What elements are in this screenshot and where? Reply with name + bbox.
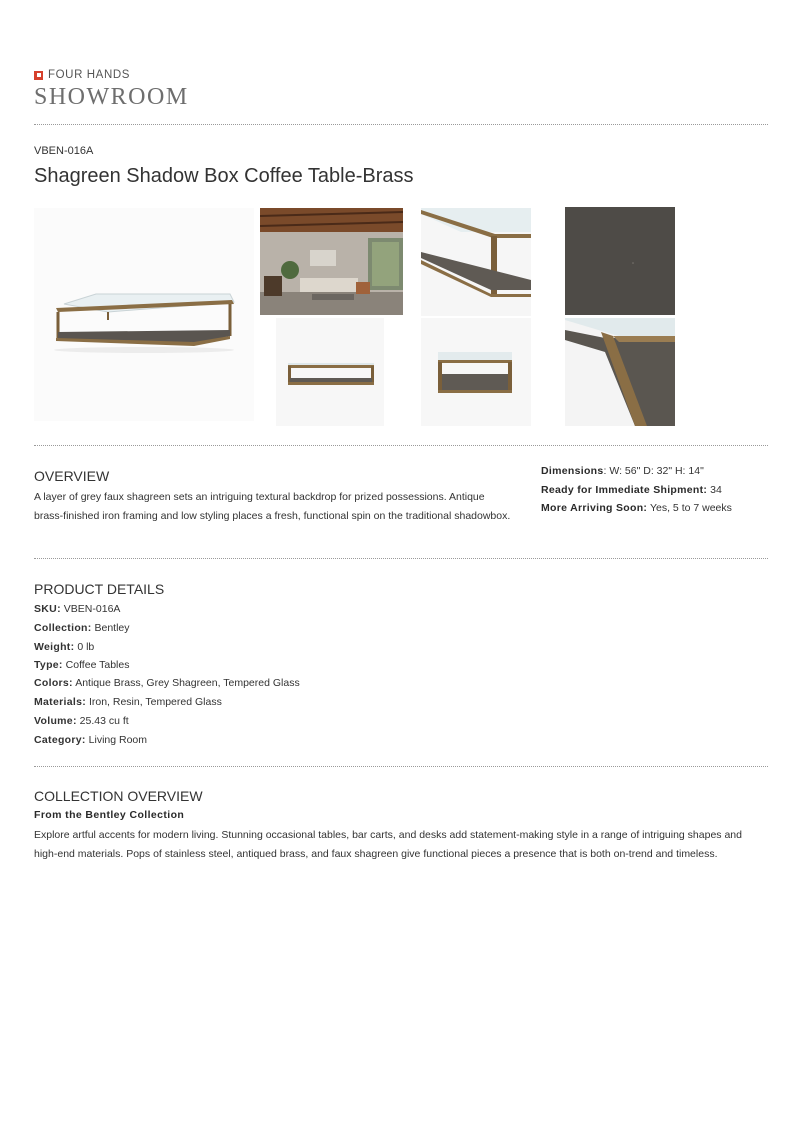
collection-overview-heading: COLLECTION OVERVIEW	[34, 788, 203, 804]
brand-showroom: SHOWROOM	[34, 84, 189, 110]
detail-value: 0 lb	[77, 641, 95, 653]
living-room-scene-photo	[260, 208, 403, 315]
detail-value: Bentley	[94, 622, 130, 634]
spec-separator: :	[603, 465, 610, 477]
product-title: Shagreen Shadow Box Coffee Table-Brass	[34, 165, 414, 187]
table-edge-detail-photo	[565, 318, 675, 426]
spec-label: Dimensions	[541, 465, 604, 477]
spec-value: W: 56" D: 32" H: 14"	[609, 465, 704, 477]
brand-square-icon	[34, 71, 43, 80]
detail-collection	[34, 622, 130, 634]
spec-dimensions	[541, 465, 704, 477]
detail-label: Weight:	[34, 641, 75, 653]
brand-logo	[34, 69, 130, 81]
detail-value: Living Room	[88, 734, 148, 746]
collection-text: Explore artful accents for modern living. Stunning occasional tables, bar carts, and desks add statement-making style in a range of intriguing shapes and high-end materials. Pops of stainless steel, antiqued brass, and faux shagreen give functional pieces a presence that is both on-trend and timeless.	[34, 829, 742, 860]
detail-label: Materials:	[34, 696, 87, 708]
overview-text: A layer of grey faux shagreen sets an intriguing textural backdrop for prized possessions. Antique brass-finished iron framing and low styling places a fresh, functional spin on the traditional shadowbox.	[34, 491, 511, 522]
spec-value: Yes, 5 to 7 weeks	[649, 502, 732, 514]
detail-category	[34, 734, 147, 746]
detail-label: Collection:	[34, 622, 92, 634]
detail-label: Colors:	[34, 677, 73, 689]
detail-value: 25.43 cu ft	[79, 715, 129, 727]
detail-label: Category:	[34, 734, 86, 746]
coffee-table-front-photo	[34, 208, 254, 421]
detail-label: SKU:	[34, 603, 61, 615]
detail-label: Volume:	[34, 715, 77, 727]
shagreen-texture-photo	[565, 207, 675, 315]
table-side-view-photo	[276, 318, 384, 426]
detail-volume	[34, 715, 129, 727]
detail-type	[34, 659, 129, 671]
detail-value: Iron, Resin, Tempered Glass	[88, 696, 222, 708]
brand-name: FOUR HANDS	[48, 69, 131, 81]
detail-value: VBEN-016A	[63, 603, 121, 615]
overview-heading: OVERVIEW	[34, 468, 110, 484]
detail-colors	[34, 677, 300, 689]
detail-sku	[34, 603, 120, 615]
spec-value: 34	[710, 484, 722, 496]
spec-more-arriving	[541, 502, 732, 514]
detail-value: Antique Brass, Grey Shagreen, Tempered Glass	[75, 677, 300, 689]
collection-subheading: From the Bentley Collection	[34, 809, 185, 821]
product-details-heading: PRODUCT DETAILS	[34, 581, 165, 597]
detail-weight	[34, 641, 94, 653]
divider	[34, 124, 768, 125]
table-end-view-photo	[421, 318, 531, 426]
spec-ready-shipment	[541, 484, 722, 496]
table-corner-closeup-photo	[421, 208, 531, 316]
divider	[34, 558, 768, 559]
product-sku-code: VBEN-016A	[34, 145, 94, 157]
detail-label: Type:	[34, 659, 63, 671]
divider	[34, 766, 768, 767]
divider	[34, 445, 768, 446]
spec-label: Ready for Immediate Shipment:	[541, 484, 708, 496]
detail-value: Coffee Tables	[65, 659, 130, 671]
detail-materials	[34, 696, 222, 708]
spec-label: More Arriving Soon:	[541, 502, 648, 514]
